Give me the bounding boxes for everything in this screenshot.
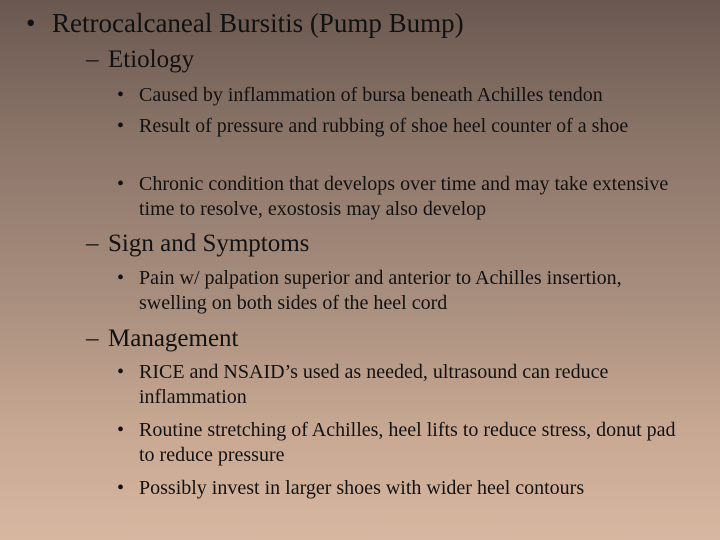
- list-item: [117, 172, 694, 222]
- section-heading-text: Etiology: [108, 46, 195, 73]
- dash-bullet-icon: –: [86, 46, 99, 73]
- list-item-text: Chronic condition that develops over time and may take extensive time to resolve, exostosis may also develop: [139, 173, 669, 220]
- section-heading-text: Management: [108, 325, 239, 352]
- bullet-icon: •: [117, 361, 125, 383]
- section-heading-etiology: [86, 45, 195, 75]
- slide-title-text: Retrocalcaneal Bursitis (Pump Bump): [52, 8, 464, 38]
- dash-bullet-icon: –: [86, 325, 99, 352]
- list-item: [117, 114, 684, 139]
- list-item: [117, 83, 714, 108]
- section-heading-management: [86, 324, 239, 354]
- list-item-text: Caused by inflammation of bursa beneath Achilles tendon: [139, 84, 603, 106]
- list-item-text: Result of pressure and rubbing of shoe heel counter of a shoe: [139, 115, 629, 137]
- list-item: [117, 360, 714, 410]
- dash-bullet-icon: –: [86, 230, 99, 257]
- bullet-icon: •: [117, 173, 125, 195]
- bullet-icon: •: [117, 419, 125, 441]
- list-item-text: Possibly invest in larger shoes with wider heel contours: [139, 477, 585, 499]
- list-item: [117, 418, 694, 468]
- bullet-icon: •: [26, 8, 36, 38]
- bullet-icon: •: [117, 84, 125, 106]
- list-item-text: Pain w/ palpation superior and anterior to Achilles insertion, swelling on both sides of the heel cord: [139, 267, 622, 314]
- bullet-icon: •: [117, 477, 125, 499]
- section-heading-sign-and-symptoms: [86, 229, 310, 259]
- list-item: [117, 476, 714, 501]
- bullet-icon: •: [117, 267, 125, 289]
- section-heading-text: Sign and Symptoms: [108, 230, 310, 257]
- bullet-icon: •: [117, 115, 125, 137]
- list-item: [117, 266, 639, 316]
- list-item-text: Routine stretching of Achilles, heel lifts to reduce stress, donut pad to reduce pressure: [139, 419, 676, 466]
- list-item-text: RICE and NSAID’s used as needed, ultrasound can reduce inflammation: [139, 361, 609, 408]
- slide-title: [26, 7, 464, 39]
